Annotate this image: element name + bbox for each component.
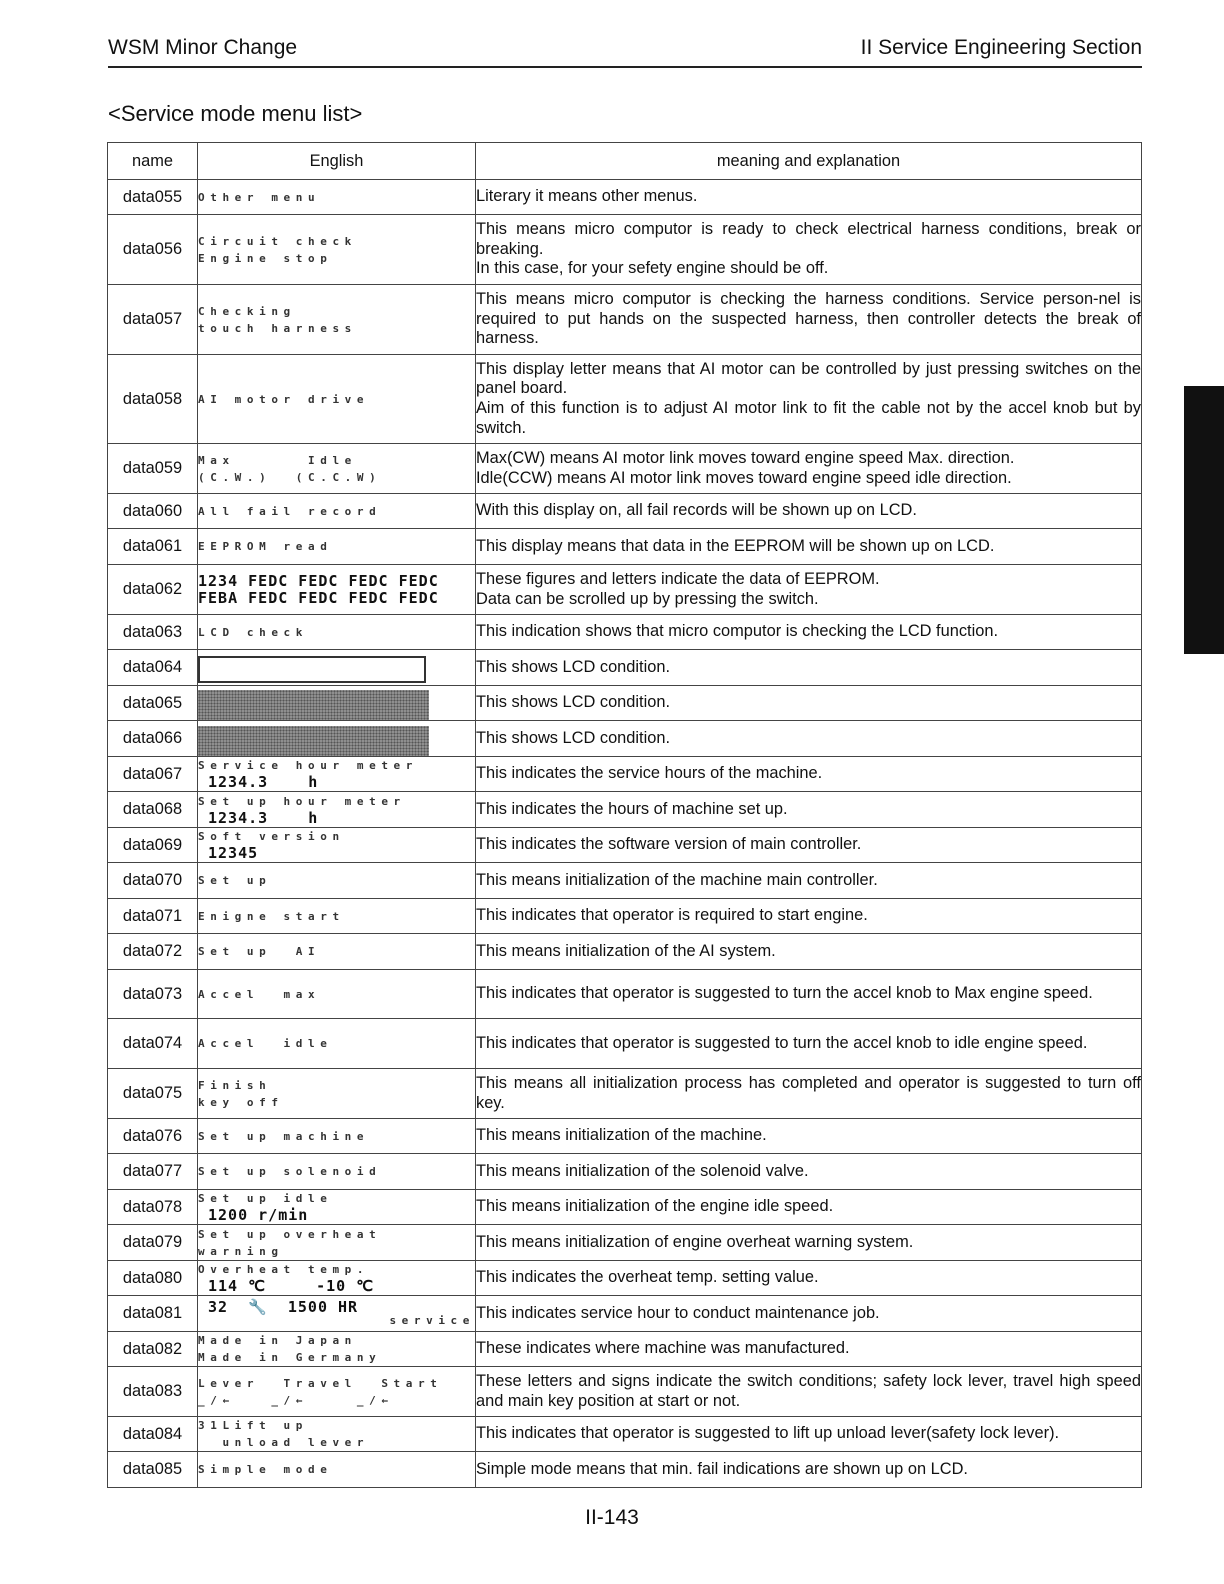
row-lcd-display — [198, 529, 476, 565]
row-meaning — [476, 529, 1142, 565]
meaning-line: Literary it means other menus. — [476, 187, 698, 206]
service-mode-menu-table — [107, 142, 1142, 1488]
meaning-line: These indicates where machine was manufactured. — [476, 1339, 850, 1358]
meaning-line: This means initialization of the AI system. — [476, 941, 776, 960]
row-lcd-display — [198, 1367, 476, 1417]
table-row — [108, 1367, 1142, 1417]
row-meaning — [476, 1452, 1142, 1488]
row-name: data074 — [108, 1019, 198, 1069]
table-row — [108, 1261, 1142, 1296]
column-header-meaning: meaning and explanation — [476, 143, 1142, 180]
row-lcd-display — [198, 650, 476, 686]
row-meaning — [476, 1069, 1142, 1119]
table-body — [108, 180, 1142, 1488]
lcd-line: key off — [198, 1095, 284, 1109]
table-row — [108, 1296, 1142, 1332]
meaning-line: In this case, for your sefety engine should be off. — [476, 259, 829, 278]
lcd-text-block — [198, 538, 475, 555]
lcd-text-block — [198, 908, 475, 925]
lcd-line: Lever Travel Start — [198, 1376, 443, 1390]
lcd-text-block — [198, 757, 475, 791]
lcd-text-block — [198, 1375, 475, 1409]
table-row — [108, 444, 1142, 494]
row-lcd-display — [198, 686, 476, 721]
meaning-line: This indicates that operator is required to start engine. — [476, 906, 868, 925]
row-lcd-display — [198, 355, 476, 444]
meaning-line: This means all initialization process has completed and operator is suggested to turn off key. — [476, 1073, 1141, 1112]
lcd-text-block — [198, 1077, 475, 1111]
row-lcd-display — [198, 1190, 476, 1225]
meaning-line: These figures and letters indicate the data of EEPROM. — [476, 569, 880, 588]
row-meaning — [476, 1154, 1142, 1190]
lcd-value: 114 ℃ -10 ℃ — [208, 1277, 375, 1295]
table-row — [108, 721, 1142, 757]
row-meaning — [476, 355, 1142, 444]
row-meaning — [476, 792, 1142, 828]
row-name: data083 — [108, 1367, 198, 1417]
row-name: data075 — [108, 1069, 198, 1119]
row-meaning — [476, 757, 1142, 792]
row-meaning — [476, 1367, 1142, 1417]
lcd-line: Engine stop — [198, 251, 333, 265]
lcd-line: 1234 FEDC FEDC FEDC FEDC — [198, 571, 439, 590]
table-row — [108, 285, 1142, 355]
row-name: data059 — [108, 444, 198, 494]
row-lcd-display — [198, 1225, 476, 1261]
lcd-text-block — [198, 1163, 475, 1180]
meaning-line: This means initialization of engine overheat warning system. — [476, 1232, 914, 1251]
row-name: data064 — [108, 650, 198, 686]
row-meaning — [476, 444, 1142, 494]
lcd-line: Set up solenoid — [198, 1165, 382, 1178]
row-name: data066 — [108, 721, 198, 757]
row-lcd-display — [198, 1119, 476, 1154]
row-lcd-display — [198, 1154, 476, 1190]
row-name: data078 — [108, 1190, 198, 1225]
meaning-line: This indicates the software version of main controller. — [476, 835, 862, 854]
lcd-line: _/← _/← _/← — [198, 1393, 394, 1407]
table-row — [108, 757, 1142, 792]
row-meaning — [476, 1296, 1142, 1332]
table-row — [108, 828, 1142, 863]
row-lcd-display — [198, 1417, 476, 1452]
row-meaning — [476, 215, 1142, 285]
meaning-line: This indicates the hours of machine set up. — [476, 799, 788, 818]
row-lcd-display — [198, 1452, 476, 1488]
lcd-line: Set up overheat — [198, 1227, 382, 1241]
row-lcd-display — [198, 215, 476, 285]
row-lcd-display — [198, 970, 476, 1019]
lcd-line: EEPROM read — [198, 540, 333, 553]
row-name: data055 — [108, 180, 198, 215]
table-header-row — [108, 143, 1142, 180]
lcd-text-block — [198, 233, 475, 267]
lcd-line: Set up — [198, 874, 272, 887]
lcd-line: Max Idle — [198, 453, 357, 467]
row-meaning — [476, 1190, 1142, 1225]
row-meaning — [476, 1332, 1142, 1367]
lcd-filled-screen — [198, 690, 429, 720]
page-number: II-143 — [585, 1506, 639, 1529]
table-row — [108, 180, 1142, 215]
row-name: data067 — [108, 757, 198, 792]
row-meaning — [476, 934, 1142, 970]
row-meaning — [476, 686, 1142, 721]
row-name: data065 — [108, 686, 198, 721]
lcd-sub: service — [389, 1313, 475, 1327]
table-row — [108, 529, 1142, 565]
meaning-line: This means initialization of the machine main controller. — [476, 870, 878, 889]
lcd-line: Overheat temp. — [198, 1263, 370, 1276]
row-lcd-display — [198, 828, 476, 863]
meaning-line: This display letter means that AI motor can be controlled by just pressing switches on the panel board. — [476, 359, 1141, 398]
lcd-text-block — [198, 872, 475, 889]
meaning-line: This indicates the service hours of the machine. — [476, 764, 823, 783]
row-lcd-display — [198, 721, 476, 757]
lcd-line: Soft version — [198, 830, 345, 843]
row-name: data058 — [108, 355, 198, 444]
row-name: data085 — [108, 1452, 198, 1488]
row-name: data063 — [108, 615, 198, 650]
lcd-blank-screen — [198, 656, 426, 683]
row-lcd-display — [198, 494, 476, 529]
lcd-text-block — [198, 1190, 475, 1224]
lcd-text-block — [198, 1035, 475, 1052]
row-name: data056 — [108, 215, 198, 285]
row-meaning — [476, 828, 1142, 863]
row-lcd-display — [198, 899, 476, 934]
lcd-filled-screen — [198, 726, 429, 756]
row-name: data068 — [108, 792, 198, 828]
row-name: data060 — [108, 494, 198, 529]
lcd-line: Set up machine — [198, 1129, 370, 1143]
meaning-line: This indication shows that micro computor is checking the LCD function. — [476, 622, 999, 641]
meaning-line: This indicates that operator is suggested to turn the accel knob to Max engine speed. — [476, 984, 1093, 1003]
row-name: data062 — [108, 565, 198, 615]
table-row — [108, 494, 1142, 529]
row-lcd-display — [198, 757, 476, 792]
lcd-value: 32 🔧 1500 HR — [208, 1297, 359, 1316]
row-meaning — [476, 1019, 1142, 1069]
lcd-value: 1200 r/min — [208, 1206, 309, 1224]
lcd-line: touch harness — [198, 321, 357, 335]
table-row — [108, 1225, 1142, 1261]
table-row — [108, 934, 1142, 970]
row-lcd-display — [198, 1296, 476, 1332]
row-name: data082 — [108, 1332, 198, 1367]
row-lcd-display — [198, 1261, 476, 1296]
row-meaning — [476, 899, 1142, 934]
row-name: data071 — [108, 899, 198, 934]
row-lcd-display — [198, 285, 476, 355]
meaning-line: This indicates that operator is suggested to lift up unload lever(safety lock lever). — [476, 1424, 1060, 1443]
lcd-text-block — [198, 1461, 475, 1478]
lcd-text-block — [198, 943, 475, 960]
row-lcd-display — [198, 792, 476, 828]
row-lcd-display — [198, 444, 476, 494]
lcd-line: AI motor drive — [198, 392, 370, 406]
page-header — [108, 36, 1142, 68]
lcd-line: Made in Germany — [198, 1351, 382, 1364]
row-meaning — [476, 615, 1142, 650]
lcd-line: Accel idle — [198, 1037, 333, 1050]
meaning-line: Max(CW) means AI motor link moves toward engine speed Max. direction. — [476, 448, 1015, 467]
column-header-english: English — [198, 143, 476, 180]
meaning-line: With this display on, all fail records will be shown up on LCD. — [476, 501, 917, 520]
lcd-line: Other menu — [198, 190, 321, 204]
meaning-line: This means micro computor is ready to check electrical harness conditions, break or breaking. — [476, 220, 1141, 258]
lcd-text-block — [198, 573, 475, 607]
row-name: data069 — [108, 828, 198, 863]
table-row — [108, 1019, 1142, 1069]
lcd-text-block — [198, 189, 475, 206]
lcd-line: Set up hour meter — [198, 794, 406, 808]
lcd-line: Set up AI — [198, 945, 321, 958]
lcd-line: Set up idle — [198, 1192, 333, 1205]
row-meaning — [476, 970, 1142, 1019]
lcd-text-block — [198, 828, 475, 862]
lcd-value: 1234.3 h — [208, 773, 319, 791]
row-meaning — [476, 1119, 1142, 1154]
meaning-line: This shows LCD condition. — [476, 693, 671, 712]
row-name: data077 — [108, 1154, 198, 1190]
lcd-line: (C.W.) (C.C.W) — [198, 470, 382, 484]
table-row — [108, 792, 1142, 828]
row-name: data061 — [108, 529, 198, 565]
lcd-line: Circuit check — [198, 234, 357, 248]
lcd-line: 31Lift up — [198, 1419, 309, 1432]
row-meaning — [476, 285, 1142, 355]
lcd-text-block — [198, 793, 475, 827]
row-lcd-display — [198, 1332, 476, 1367]
row-meaning — [476, 1261, 1142, 1296]
header-right: II Service Engineering Section — [860, 36, 1142, 59]
table-row — [108, 970, 1142, 1019]
row-name: data080 — [108, 1261, 198, 1296]
row-name: data072 — [108, 934, 198, 970]
meaning-line: This means micro computor is checking the harness conditions. Service person-nel is required to put hands on the suspected harness, then controller detects the break of harness. — [476, 290, 1141, 348]
table-row — [108, 1452, 1142, 1488]
row-meaning — [476, 180, 1142, 215]
lcd-text-block — [198, 1261, 475, 1295]
lcd-line: Simple mode — [198, 1463, 333, 1476]
lcd-text-block — [198, 1226, 475, 1260]
meaning-line: This shows LCD condition. — [476, 728, 671, 747]
lcd-line: unload lever — [198, 1436, 370, 1449]
lcd-line: warning — [198, 1244, 284, 1258]
meaning-line: Aim of this function is to adjust AI motor link to fit the cable not by the accel knob but by switch. — [476, 399, 1141, 437]
lcd-text-block — [198, 452, 475, 486]
row-name: data076 — [108, 1119, 198, 1154]
lcd-line: LCD check — [198, 625, 309, 639]
row-lcd-display — [198, 1019, 476, 1069]
meaning-line: This means initialization of the engine idle speed. — [476, 1197, 834, 1216]
lcd-text-block — [198, 391, 475, 408]
lcd-text-block — [198, 624, 475, 641]
meaning-line: Simple mode means that min. fail indications are shown up on LCD. — [476, 1459, 968, 1478]
meaning-line: This display means that data in the EEPROM will be shown up on LCD. — [476, 536, 995, 555]
row-lcd-display — [198, 934, 476, 970]
row-meaning — [476, 1225, 1142, 1261]
row-lcd-display — [198, 615, 476, 650]
row-meaning — [476, 650, 1142, 686]
meaning-line: Data can be scrolled up by pressing the switch. — [476, 589, 819, 608]
lcd-line: Checking — [198, 304, 296, 318]
meaning-line: This means initialization of the machine. — [476, 1126, 767, 1145]
table-row — [108, 1417, 1142, 1452]
table-row — [108, 1332, 1142, 1367]
lcd-line: All fail record — [198, 504, 382, 518]
table-row — [108, 355, 1142, 444]
row-meaning — [476, 494, 1142, 529]
table-row — [108, 565, 1142, 615]
table-row — [108, 1190, 1142, 1225]
lcd-line: Enigne start — [198, 909, 345, 923]
row-lcd-display — [198, 1069, 476, 1119]
table-row — [108, 1069, 1142, 1119]
row-meaning — [476, 1417, 1142, 1452]
meaning-line: Idle(CCW) means AI motor link moves toward engine speed idle direction. — [476, 468, 1012, 487]
lcd-text-block — [198, 1417, 475, 1451]
lcd-line: Finish — [198, 1078, 272, 1092]
row-name: data057 — [108, 285, 198, 355]
table-row — [108, 650, 1142, 686]
table-row — [108, 686, 1142, 721]
row-lcd-display — [198, 565, 476, 615]
table-row — [108, 1154, 1142, 1190]
lcd-line: Made in Japan — [198, 1334, 357, 1347]
table-row — [108, 215, 1142, 285]
meaning-line: This indicates that operator is suggested to turn the accel knob to idle engine speed. — [476, 1033, 1088, 1052]
row-name: data081 — [108, 1296, 198, 1332]
meaning-line: This indicates service hour to conduct maintenance job. — [476, 1303, 880, 1322]
lcd-value: 1234.3 h — [208, 808, 319, 827]
row-meaning — [476, 721, 1142, 757]
lcd-line: FEBA FEDC FEDC FEDC FEDC — [198, 588, 439, 607]
meaning-line: These letters and signs indicate the switch conditions; safety lock lever, travel high speed and main key position at start or not. — [476, 1371, 1141, 1410]
lcd-text-block — [198, 986, 475, 1003]
row-name: data073 — [108, 970, 198, 1019]
lcd-text-block — [198, 1299, 475, 1329]
meaning-line: This indicates the overheat temp. setting value. — [476, 1268, 819, 1287]
side-tab-marker — [1184, 386, 1224, 654]
lcd-line: Accel max — [198, 987, 321, 1001]
row-lcd-display — [198, 863, 476, 899]
row-meaning — [476, 565, 1142, 615]
lcd-text-block — [198, 303, 475, 337]
lcd-text-block — [198, 1128, 475, 1145]
lcd-value: 12345 — [208, 844, 259, 862]
table-row — [108, 899, 1142, 934]
lcd-text-block — [198, 503, 475, 520]
section-title: <Service mode menu list> — [108, 101, 363, 126]
row-lcd-display — [198, 180, 476, 215]
table-row — [108, 863, 1142, 899]
row-name: data084 — [108, 1417, 198, 1452]
meaning-line: This shows LCD condition. — [476, 657, 671, 676]
table-row — [108, 615, 1142, 650]
row-meaning — [476, 863, 1142, 899]
row-name: data070 — [108, 863, 198, 899]
column-header-name: name — [108, 143, 198, 180]
row-name: data079 — [108, 1225, 198, 1261]
meaning-line: This means initialization of the solenoid valve. — [476, 1161, 809, 1180]
table-row — [108, 1119, 1142, 1154]
lcd-text-block — [198, 1332, 475, 1366]
lcd-line: Service hour meter — [198, 759, 419, 772]
header-left: WSM Minor Change — [108, 36, 298, 59]
